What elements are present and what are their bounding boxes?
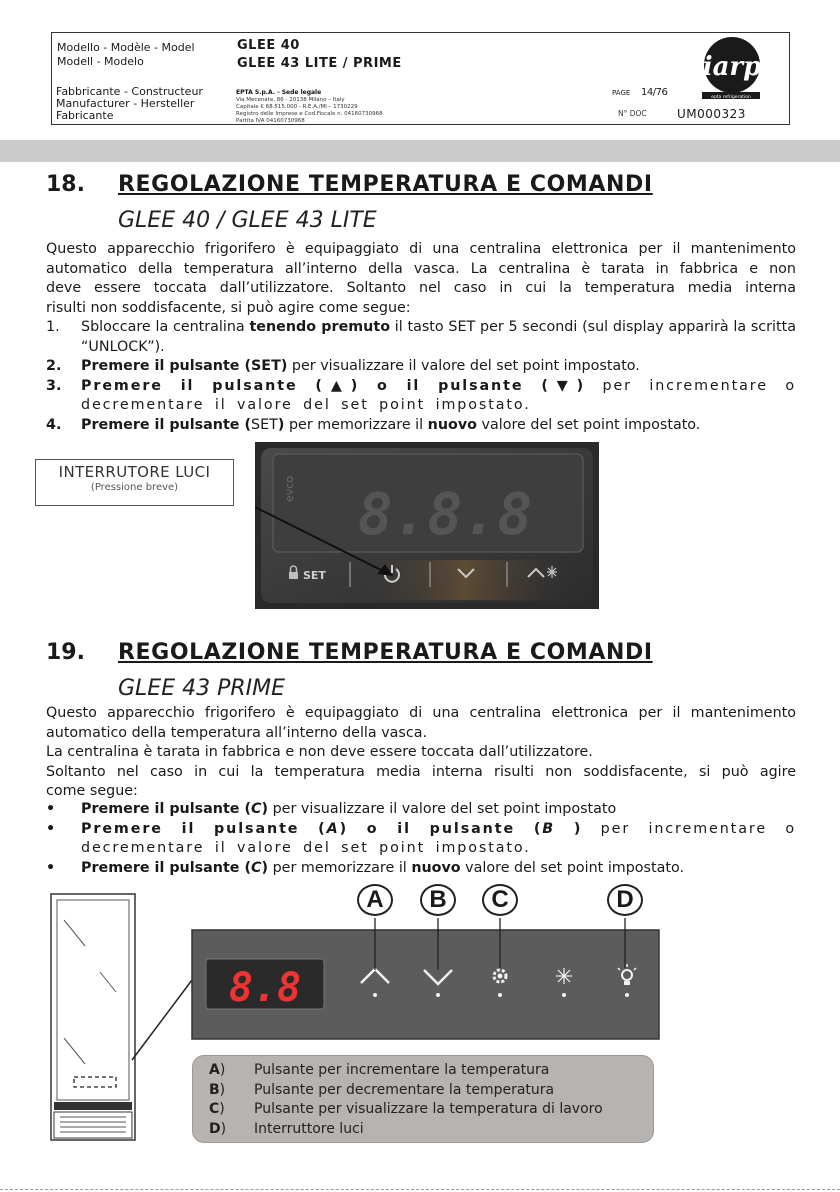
section-18-number: 18. bbox=[46, 172, 85, 197]
logo-tagline: epta refrigeration bbox=[711, 95, 751, 100]
section-19-subtitle: GLEE 43 PRIME bbox=[118, 676, 286, 701]
section-19-steps bbox=[46, 800, 796, 878]
logo-text: iarp bbox=[702, 52, 762, 82]
section-18-title: REGOLAZIONE TEMPERATURA E COMANDI bbox=[118, 172, 653, 197]
page-label: PAGE bbox=[612, 89, 631, 97]
callout-title: INTERRUTORE LUCI bbox=[58, 463, 211, 481]
section-18-subtitle: GLEE 40 / GLEE 43 LITE bbox=[118, 208, 377, 233]
manufacturer-label-cell bbox=[52, 84, 232, 126]
badge-c: C bbox=[482, 884, 518, 916]
manufacturer-line-3: Fabricante bbox=[56, 109, 114, 122]
legend-row-c: C) Pulsante per visualizzare la temperatura di lavoro bbox=[209, 1101, 603, 1117]
section-18-intro: Questo apparecchio frigorifero è equipaggiato di una centralina elettronica per il mantenimento automatico della temperatura all’interno della vasca. La centralina è tarata in fabbrica e non deve essere toccata dall’utilizzatore. Soltanto nel caso in cui la temperatura media interna risulti non soddisfacente, si può agire come segue: bbox=[46, 241, 796, 316]
list-item: 1. Sbloccare la centralina tenendo premuto il tasto SET per 5 secondi (sul display apparirà la scritta “UNLOCK”). bbox=[46, 319, 796, 355]
model-title-line-1: GLEE 40 bbox=[237, 38, 300, 53]
list-item: 2. Premere il pulsante (SET) per visualizzare il valore del set point impostato. bbox=[46, 358, 640, 375]
list-item: 4. Premere il pulsante (SET) per memorizzare il nuovo valore del set point impostato. bbox=[46, 416, 701, 433]
doc-number: UM000323 bbox=[677, 107, 746, 121]
legend-row-a: A) Pulsante per incrementare la temperatura bbox=[209, 1062, 550, 1078]
light-switch-callout bbox=[35, 459, 234, 506]
model-title-line-2: GLEE 43 LITE / PRIME bbox=[237, 56, 402, 71]
controller-photo bbox=[255, 442, 599, 609]
badge-d: D bbox=[607, 884, 643, 916]
iarp-logo bbox=[672, 33, 791, 103]
zoom-line bbox=[132, 980, 192, 1060]
footer-dashed-line bbox=[0, 1189, 840, 1190]
manufacturer-line-1: Fabbricante - Constructeur bbox=[56, 85, 203, 98]
page-number: 14/76 bbox=[641, 87, 668, 98]
company-address: Via Mecenate, 86 - 20138 Milano – Italy bbox=[236, 97, 345, 103]
section-18-steps bbox=[46, 318, 796, 436]
section-19-title: REGOLAZIONE TEMPERATURA E COMANDI bbox=[118, 640, 653, 665]
badge-b: B bbox=[420, 884, 456, 916]
model-label-line-2: Modell - Modelo bbox=[57, 55, 144, 68]
section-19-number: 19. bbox=[46, 640, 85, 665]
model-title-cell bbox=[232, 33, 672, 84]
company-register: Registro delle Imprese e Cod.Fiscale n. 04160730968 bbox=[236, 111, 383, 117]
legend-row-d: D) Interruttore luci bbox=[209, 1120, 364, 1137]
legend-row-b: B) Pulsante per decrementare la temperatura bbox=[209, 1081, 555, 1098]
display-digits: 8.8.8 bbox=[357, 480, 533, 548]
defrost-icon bbox=[547, 566, 557, 578]
header-separator-bar bbox=[0, 140, 840, 162]
list-item: • Premere il pulsante (A) o il pulsante (B ) per incrementare o decrementare il valore del set point impostato. bbox=[46, 820, 797, 857]
document-header bbox=[51, 32, 790, 125]
section-19-intro: Questo apparecchio frigorifero è equipaggiato di una centralina elettronica per il mantenimento automatico della temperatura all’interno della vasca. La centralina è tarata in fabbrica e non deve essere toccata dall’utilizzatore. Soltanto nel caso in cui la temperatura media interna risulti non soddisfacente, si può agire come segue: bbox=[46, 705, 796, 800]
manufacturer-line-2: Manufacturer - Hersteller bbox=[56, 97, 195, 110]
list-item: 3. Premere il pulsante (▲) o il pulsante (▼) per incrementare o decrementare il valore del set point impostato. bbox=[46, 377, 796, 414]
list-item: • Premere il pulsante (C) per memorizzare il nuovo valore del set point impostato. bbox=[46, 859, 685, 876]
panel-display: 8.8 bbox=[228, 965, 302, 1011]
logo-cell bbox=[672, 33, 791, 103]
callout-subtitle: (Pressione breve) bbox=[90, 482, 179, 493]
model-label-line-1: Modello - Modèle - Model bbox=[57, 41, 195, 54]
brand-label: evco bbox=[283, 475, 296, 502]
cabinet-drawing bbox=[51, 894, 135, 1140]
list-item: • Premere il pulsante (C) per visualizzare il valore del set point impostato bbox=[46, 801, 617, 817]
company-capital: Capitale € 68.515.000 - R.E.A./MI – 1730229 bbox=[236, 104, 358, 110]
doc-label: N° DOC bbox=[618, 109, 647, 118]
button-legend bbox=[192, 1055, 654, 1143]
set-key-label: SET bbox=[303, 569, 326, 582]
model-label-cell bbox=[52, 33, 232, 84]
company-name: EPTA S.p.A. - Sede legale bbox=[236, 89, 322, 96]
badge-a: A bbox=[357, 884, 393, 916]
company-info-cell bbox=[232, 84, 610, 126]
company-vat: Partita IVA 04160730968 bbox=[236, 118, 305, 124]
